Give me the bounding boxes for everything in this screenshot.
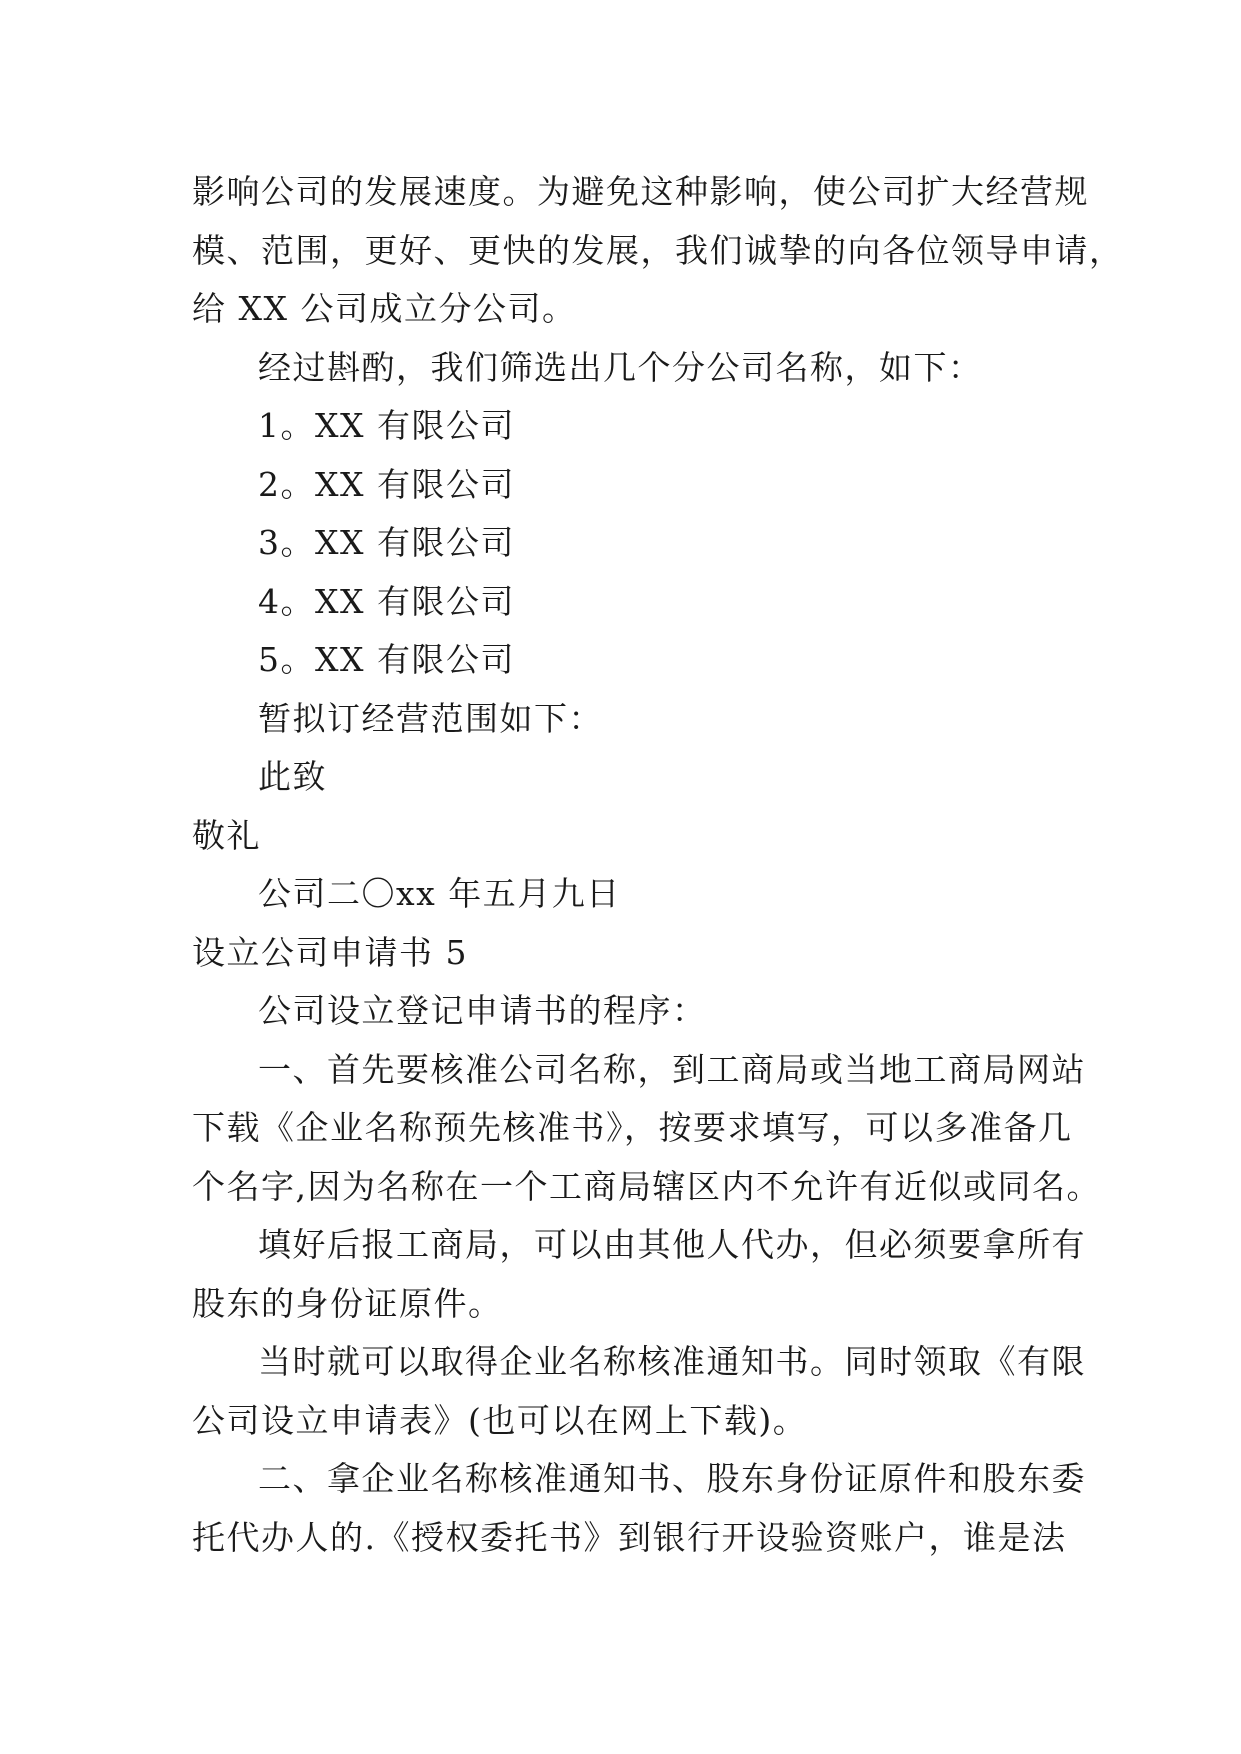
list-item: 1。XX 有限公司 (258, 406, 515, 445)
list-item: 4。XX 有限公司 (258, 581, 515, 621)
list-item: 5。XX 有限公司 (258, 640, 515, 679)
body-line: 给 XX 公司成立分公司。 (192, 289, 577, 328)
document-body (192, 163, 1124, 1567)
body-line: 经过斟酌，我们筛选出几个分公司名称，如下： (258, 347, 983, 387)
body-line: 模、范围，更好、更快的发展，我们诚挚的向各位领导申请， (192, 230, 1124, 270)
body-line: 当时就可以取得企业名称核准通知书。同时领取《有限 (258, 1342, 1086, 1381)
body-line: 公司设立申请表》(也可以在网上下载)。 (192, 1400, 808, 1440)
body-line: 托代办人的.《授权委托书》到银行开设验资账户，谁是法 (192, 1517, 1067, 1557)
body-line: 公司设立登记申请书的程序： (258, 991, 707, 1030)
body-line: 股东的身份证原件。 (192, 1283, 503, 1323)
closing-line: 此致 (258, 757, 327, 796)
list-item: 3。XX 有限公司 (258, 523, 515, 562)
body-line: 二、拿企业名称核准通知书、股东身份证原件和股东委 (258, 1459, 1086, 1498)
body-line: 一、首先要核准公司名称，到工商局或当地工商局网站 (258, 1049, 1086, 1089)
body-line: 个名字,因为名称在一个工商局辖区内不允许有近似或同名。 (192, 1166, 1101, 1206)
body-line: 下载《企业名称预先核准书》，按要求填写，可以多准备几 (192, 1108, 1073, 1147)
list-item: 2。XX 有限公司 (258, 464, 515, 504)
section-heading: 设立公司申请书 5 (192, 932, 468, 972)
body-line: 填好后报工商局，可以由其他人代办，但必须要拿所有 (258, 1225, 1086, 1264)
body-line: 暂拟订经营范围如下： (258, 698, 603, 738)
date-line: 公司二〇xx 年五月九日 (258, 874, 621, 913)
body-line: 影响公司的发展速度。为避免这种影响，使公司扩大经营规 (192, 172, 1089, 211)
salutation-line: 敬礼 (192, 815, 261, 855)
